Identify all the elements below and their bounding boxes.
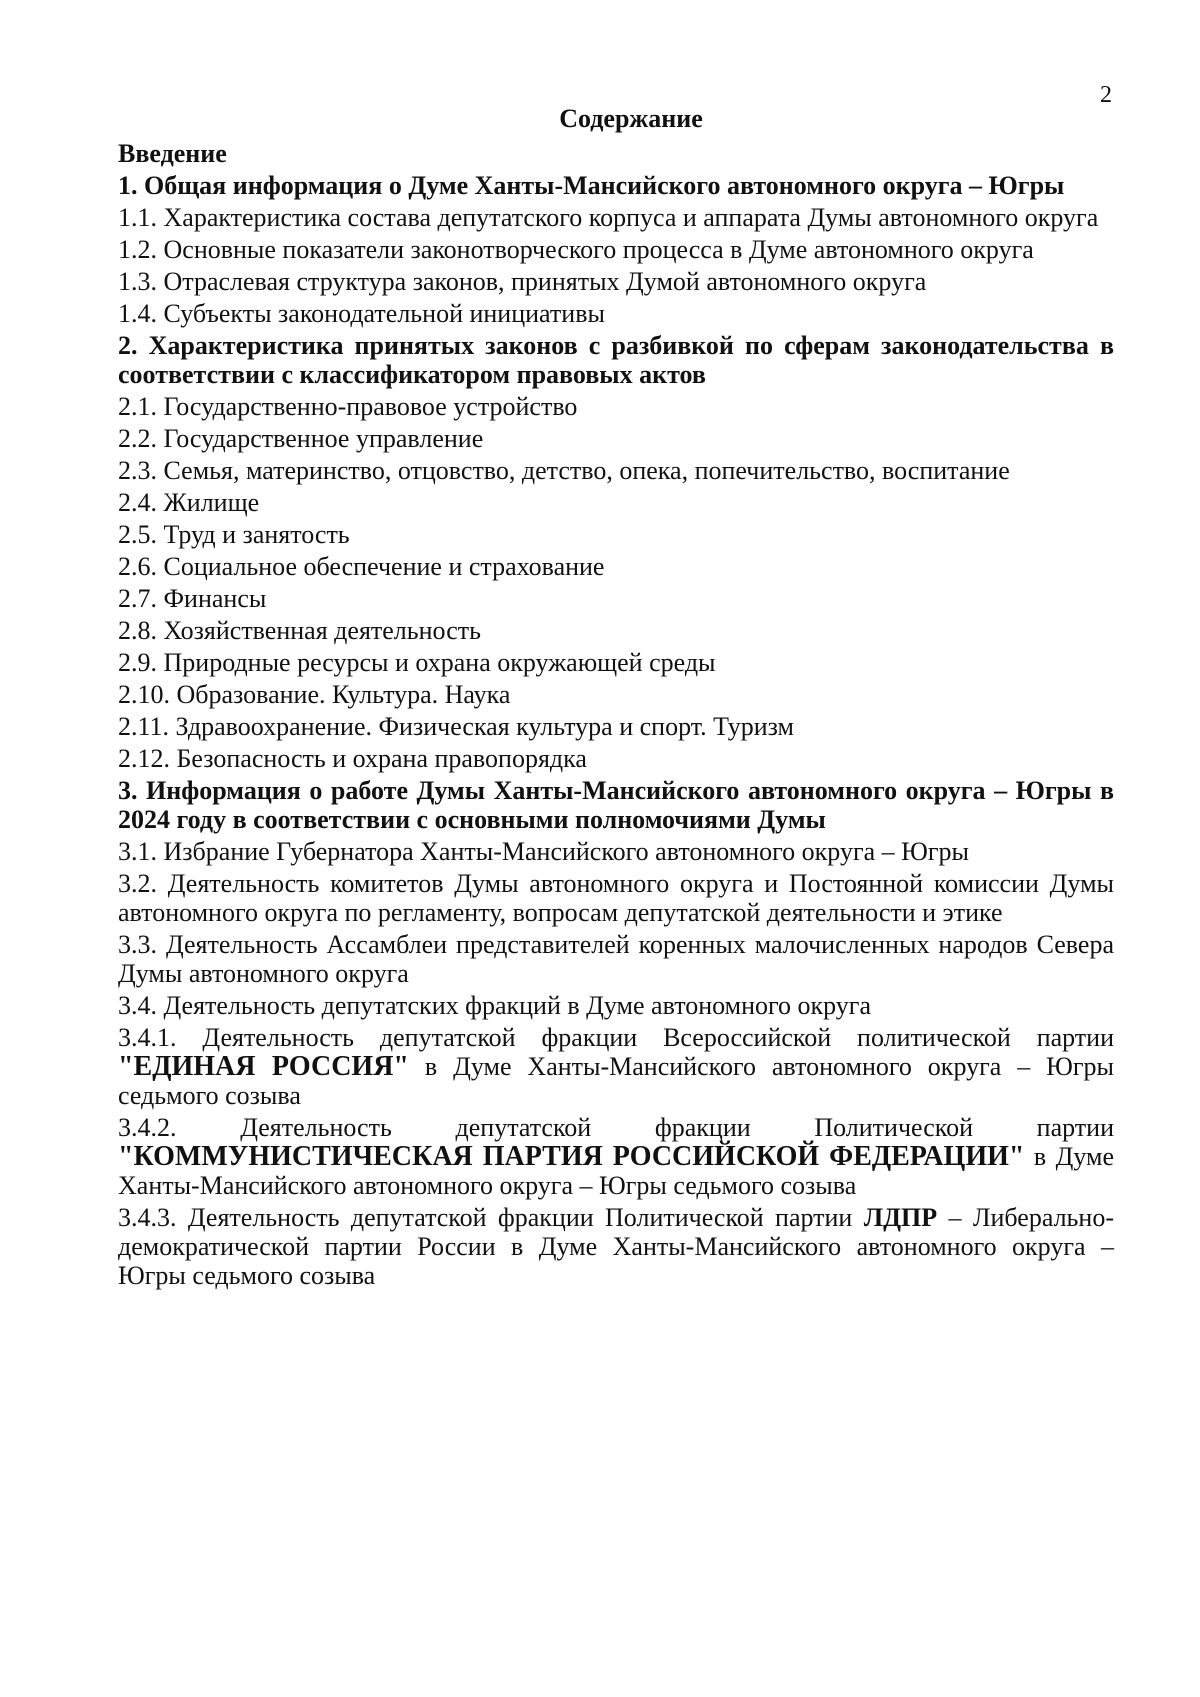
toc-entry-3-3: 3.3. Деятельность Ассамблеи представителей коренных малочисленных народов Севера Думы автономного округа [118,930,1114,988]
toc-entry-1-2: 1.2. Основные показатели законотворческого процесса в Думе автономного округа [118,235,1034,264]
party-name: "ЕДИНАЯ РОССИЯ" [118,1051,409,1082]
party-name: "КОММУНИСТИЧЕСКАЯ ПАРТИЯ РОССИЙСКОЙ ФЕДЕРАЦИИ" [118,1141,1025,1172]
toc-entry-2-10: 2.10. Образование. Культура. Наука [118,680,511,709]
toc-entry-2-4: 2.4. Жилище [118,488,260,517]
toc-entry-1-3: 1.3. Отраслевая структура законов, принятых Думой автономного округа [118,267,927,296]
toc-entry-text: в Думе Ханты-Мансийского автономного округа – Югры седьмого созыва [118,1052,1115,1110]
toc-entry-1-4: 1.4. Субъекты законодательной инициативы [118,299,605,328]
toc-entry-text: 3.4.1. Деятельность депутатской фракции Всероссийской политической партии [118,1023,1114,1052]
toc-entry-text: в Думе Ханты-Мансийского автономного округа – Югры седьмого созыва [118,1142,1114,1200]
toc-entry-3-4-2 [118,1113,1114,1200]
toc-entry-2-2: 2.2. Государственное управление [118,424,484,453]
toc-entry-3-4-3 [118,1203,1114,1290]
toc-entry-2-8: 2.8. Хозяйственная деятельность [118,616,481,645]
toc-entry-2-3: 2.3. Семья, материнство, отцовство, детство, опека, попечительство, воспитание [118,456,1010,485]
toc-section-3: 3. Информация о работе Думы Ханты-Мансийского автономного округа – Югры в 2024 году в соответствии с основными полномочиями Думы [118,776,1114,834]
toc-entry-2-7: 2.7. Финансы [118,584,267,613]
toc-entry-2-1: 2.1. Государственно-правовое устройство [118,392,578,421]
toc-entry-2-12: 2.12. Безопасность и охрана правопорядка [118,744,587,773]
page-title: Содержание [559,104,703,133]
table-of-contents [118,104,1114,1293]
toc-entry-3-2: 3.2. Деятельность комитетов Думы автономного округа и Постоянной комиссии Думы автономного округа по регламенту, вопросам депутатской деятельности и этике [118,869,1114,927]
toc-section-2: 2. Характеристика принятых законов с разбивкой по сферам законодательства в соответствии с классификатором правовых актов [118,331,1114,389]
toc-entry-3-1: 3.1. Избрание Губернатора Ханты-Мансийского автономного округа – Югры [118,837,970,866]
toc-entry-2-9: 2.9. Природные ресурсы и охрана окружающей среды [118,648,716,677]
toc-entry-2-6: 2.6. Социальное обеспечение и страхование [118,552,605,581]
toc-entry-3-4: 3.4. Деятельность депутатских фракций в Думе автономного округа [118,991,872,1020]
toc-entry-2-5: 2.5. Труд и занятость [118,520,350,549]
toc-entry-text: 3.4.2. Деятельность депутатской фракции Политической партии [118,1113,1114,1142]
page-number: 2 [1100,82,1112,108]
party-name: ЛДПР [863,1203,938,1232]
toc-entry-3-4-1 [118,1023,1114,1110]
toc-entry-text: – Либерально-демократической партии России в Думе Ханты-Мансийского автономного округа – Югры седьмого созыва [118,1203,1114,1290]
toc-entry-intro: Введение [118,139,227,168]
toc-section-1: 1. Общая информация о Думе Ханты-Мансийского автономного округа – Югры [118,171,1065,200]
toc-entry-text: 3.4.3. Деятельность депутатской фракции Политической партии [118,1203,853,1232]
toc-entry-2-11: 2.11. Здравоохранение. Физическая культура и спорт. Туризм [118,712,794,741]
toc-entry-1-1: 1.1. Характеристика состава депутатского корпуса и аппарата Думы автономного округа [118,203,1099,232]
